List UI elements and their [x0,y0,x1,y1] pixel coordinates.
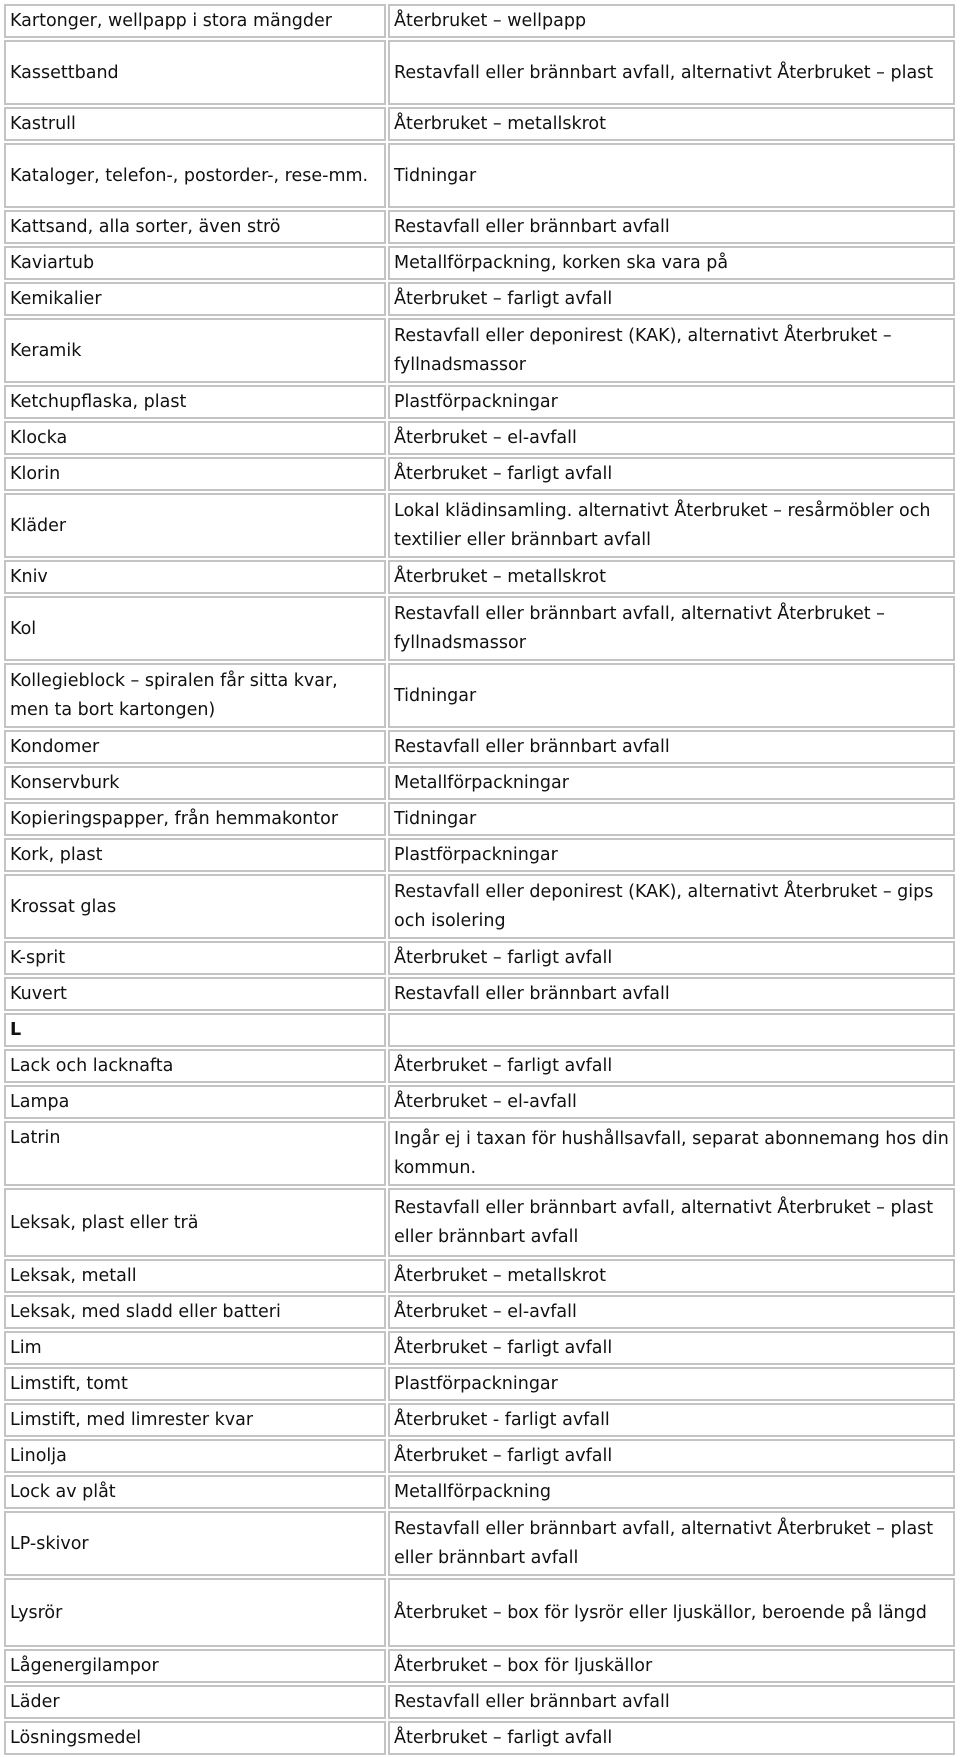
table-row [4,1049,955,1083]
item-cell: Kartonger, wellpapp i stora mängder [4,4,386,38]
item-cell: Kaviartub [4,246,386,280]
disposal-cell: Restavfall eller brännbart avfall [388,210,955,244]
table-row [4,40,955,105]
table-row [4,282,955,316]
disposal-cell: Återbruket – metallskrot [388,1259,955,1293]
table-row [4,1259,955,1293]
item-cell: Kastrull [4,107,386,141]
item-cell: Kläder [4,493,386,558]
item-cell: Limstift, tomt [4,1367,386,1401]
item-cell: Lack och lacknafta [4,1049,386,1083]
table-row [4,4,955,38]
table-row [4,210,955,244]
table-row [4,385,955,419]
disposal-cell: Restavfall eller deponirest (KAK), alternativt Återbruket – gips och isolering [388,874,955,939]
disposal-cell: Tidningar [388,143,955,208]
item-cell: Kassettband [4,40,386,105]
table-row [4,874,955,939]
table-row [4,596,955,661]
disposal-cell: Återbruket – farligt avfall [388,457,955,491]
item-cell: Leksak, med sladd eller batteri [4,1295,386,1329]
table-row [4,1403,955,1437]
item-cell: K-sprit [4,941,386,975]
disposal-cell [388,1013,955,1047]
table-row [4,1121,955,1186]
table-row [4,1367,955,1401]
table-row [4,560,955,594]
disposal-cell: Återbruket – box för ljuskällor [388,1649,955,1683]
disposal-cell: Ingår ej i taxan för hushållsavfall, separat abonnemang hos din kommun. [388,1121,955,1186]
table-row [4,1439,955,1473]
item-cell: Kol [4,596,386,661]
table-row [4,1475,955,1509]
table-row [4,318,955,383]
item-cell: Latrin [4,1121,386,1186]
disposal-cell: Återbruket – metallskrot [388,107,955,141]
item-cell: Kork, plast [4,838,386,872]
item-cell: Limstift, med limrester kvar [4,1403,386,1437]
disposal-cell: Metallförpackningar [388,766,955,800]
disposal-cell: Tidningar [388,663,955,728]
disposal-cell: Restavfall eller brännbart avfall [388,730,955,764]
item-cell: Ketchupflaska, plast [4,385,386,419]
table-row [4,421,955,455]
table-row [4,977,955,1011]
disposal-cell: Plastförpackningar [388,385,955,419]
item-cell: Kollegieblock – spiralen får sitta kvar, men ta bort kartongen) [4,663,386,728]
item-cell: Lim [4,1331,386,1365]
table-row [4,143,955,208]
table-row [4,802,955,836]
disposal-cell: Återbruket – farligt avfall [388,1439,955,1473]
item-cell: Krossat glas [4,874,386,939]
section-header-row [4,1013,955,1047]
item-cell: Linolja [4,1439,386,1473]
table-row [4,766,955,800]
table-row [4,730,955,764]
table-row [4,838,955,872]
disposal-cell: Återbruket – farligt avfall [388,1721,955,1755]
table-row [4,107,955,141]
item-cell: Läder [4,1685,386,1719]
item-cell: Lysrör [4,1578,386,1647]
disposal-cell: Återbruket – farligt avfall [388,282,955,316]
item-cell: Lock av plåt [4,1475,386,1509]
disposal-cell: Återbruket – el-avfall [388,421,955,455]
disposal-cell: Metallförpackning, korken ska vara på [388,246,955,280]
table-row [4,493,955,558]
table-row [4,1511,955,1576]
disposal-cell: Restavfall eller brännbart avfall, alternativt Återbruket – plast [388,40,955,105]
item-cell: Kondomer [4,730,386,764]
item-cell: Klorin [4,457,386,491]
item-cell: Leksak, plast eller trä [4,1188,386,1257]
disposal-cell: Restavfall eller brännbart avfall, alternativt Återbruket – plast eller brännbart avfall [388,1188,955,1257]
disposal-cell: Plastförpackningar [388,1367,955,1401]
section-letter: L [4,1013,386,1047]
table-row [4,1188,955,1257]
item-cell: Keramik [4,318,386,383]
disposal-cell: Restavfall eller brännbart avfall, alternativt Återbruket – fyllnadsmassor [388,596,955,661]
disposal-cell: Återbruket – farligt avfall [388,941,955,975]
disposal-cell: Återbruket – farligt avfall [388,1331,955,1365]
item-cell: Lösningsmedel [4,1721,386,1755]
disposal-cell: Återbruket – wellpapp [388,4,955,38]
table-row [4,1085,955,1119]
disposal-cell: Restavfall eller brännbart avfall [388,1685,955,1719]
item-cell: Klocka [4,421,386,455]
item-cell: Kopieringspapper, från hemmakontor [4,802,386,836]
table-row [4,663,955,728]
table-row [4,457,955,491]
disposal-cell: Återbruket – metallskrot [388,560,955,594]
disposal-cell: Återbruket – el-avfall [388,1085,955,1119]
table-row [4,1685,955,1719]
item-cell: Leksak, metall [4,1259,386,1293]
item-cell: Lågenergilampor [4,1649,386,1683]
table-row [4,246,955,280]
item-cell: Kemikalier [4,282,386,316]
item-cell: Kattsand, alla sorter, även strö [4,210,386,244]
table-row [4,1295,955,1329]
disposal-cell: Återbruket – box för lysrör eller ljuskällor, beroende på längd [388,1578,955,1647]
disposal-cell: Återbruket – el-avfall [388,1295,955,1329]
item-cell: Kataloger, telefon-, postorder-, rese-mm. [4,143,386,208]
table-row [4,1649,955,1683]
table-row [4,941,955,975]
disposal-cell: Restavfall eller brännbart avfall [388,977,955,1011]
item-cell: Lampa [4,1085,386,1119]
table-row [4,1721,955,1755]
item-cell: Kuvert [4,977,386,1011]
disposal-cell: Tidningar [388,802,955,836]
item-cell: LP-skivor [4,1511,386,1576]
disposal-cell: Återbruket - farligt avfall [388,1403,955,1437]
item-cell: Konservburk [4,766,386,800]
disposal-cell: Lokal klädinsamling. alternativt Återbruket – resårmöbler och textilier eller brännbart avfall [388,493,955,558]
disposal-cell: Återbruket – farligt avfall [388,1049,955,1083]
item-cell: Kniv [4,560,386,594]
disposal-cell: Restavfall eller brännbart avfall, alternativt Återbruket – plast eller brännbart avfall [388,1511,955,1576]
disposal-cell: Metallförpackning [388,1475,955,1509]
disposal-cell: Restavfall eller deponirest (KAK), alternativt Återbruket – fyllnadsmassor [388,318,955,383]
waste-sorting-table [2,2,957,1757]
disposal-cell: Plastförpackningar [388,838,955,872]
table-row [4,1331,955,1365]
